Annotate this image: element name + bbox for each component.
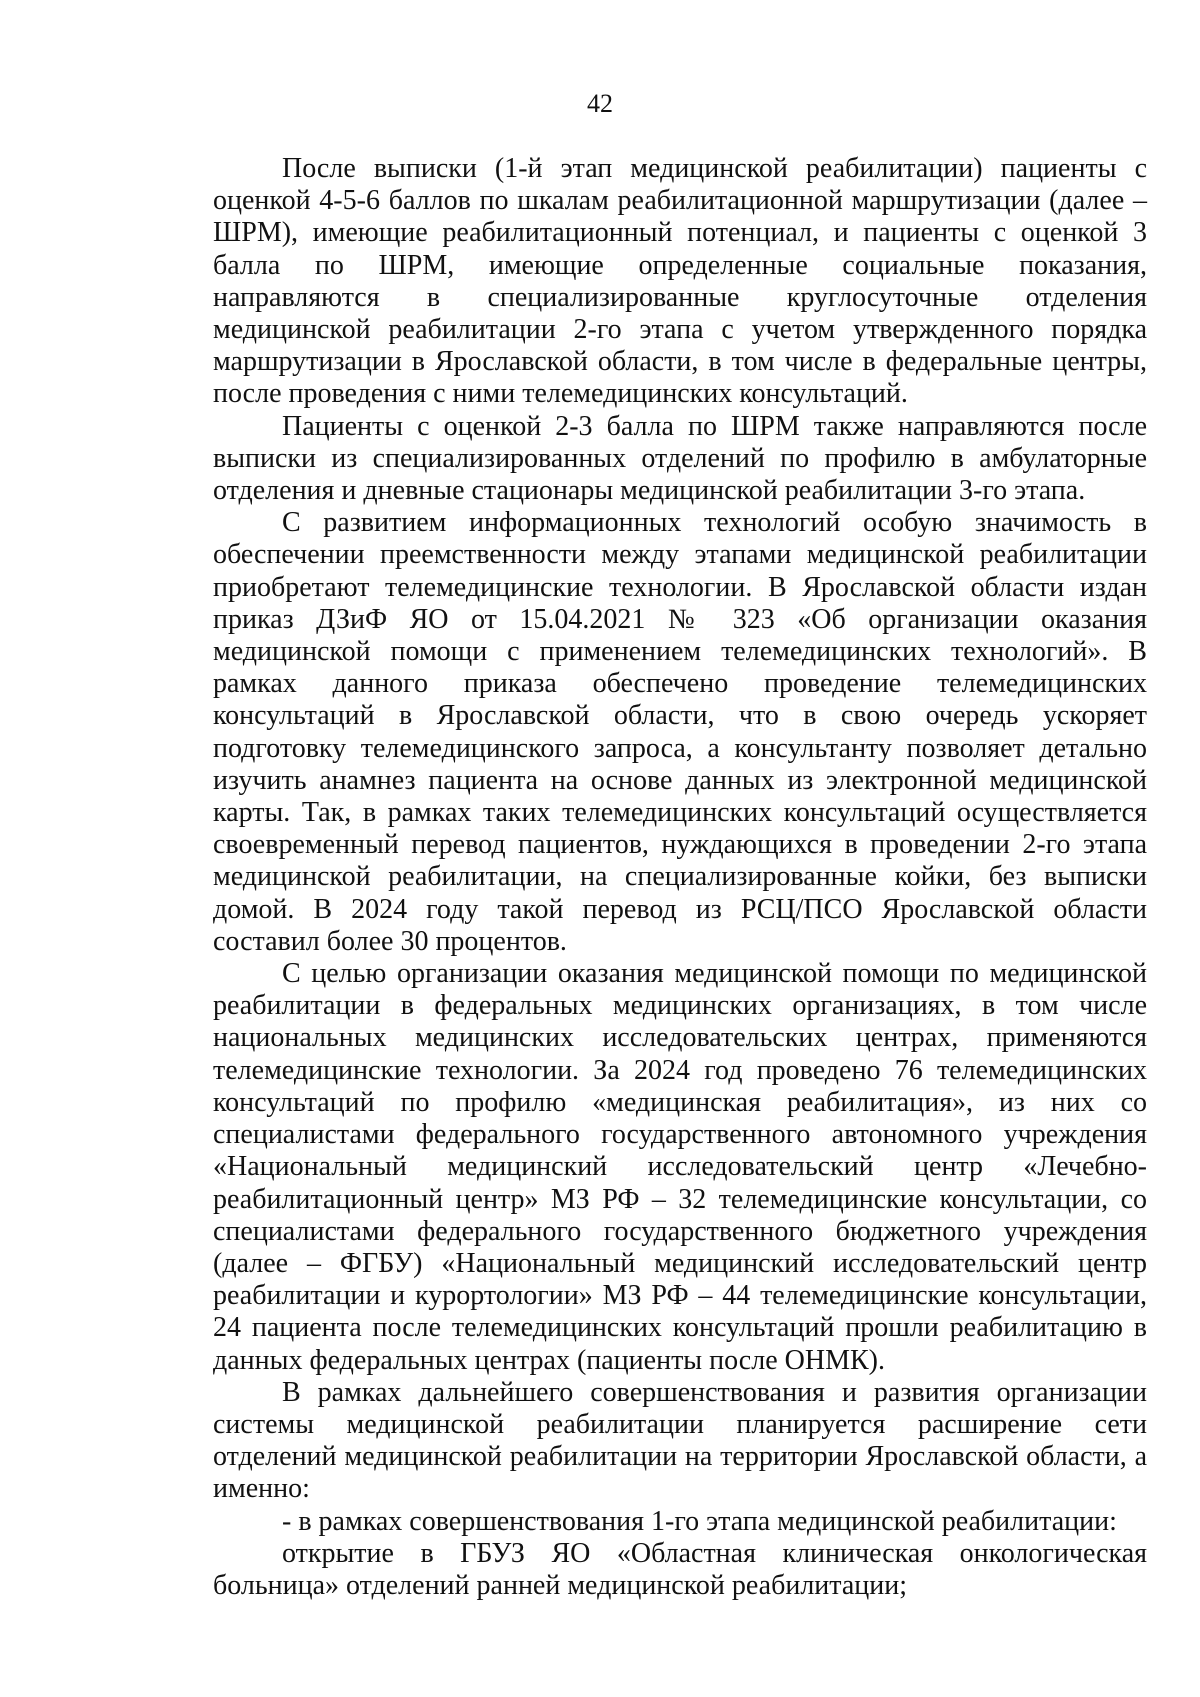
paragraph-federal-consultations: С целью организации оказания медицинской помощи по медицинской реабилитации в федеральных медицинских организациях, в том числе национальных медицинских исследовательских центрах, применяются телемедицинские технологии. За 2024 год проведено 76 телемедицинских консультаций по профилю «медицинская реабилитация», из них со специалистами федерального государственного автономного учреждения «Национальный медицинский исследовательский центр «Лечебно-реабилитационный центр» МЗ РФ – 32 телемедицинские консультации, со специалистами федерального государственного бюджетного учреждения (далее – ФГБУ) «Национальный медицинский исследовательский центр реабилитации и курортологии» МЗ РФ – 44 телемедицинские консультации, 24 пациента после телемедицинских консультаций прошли реабилитацию в данных федеральных центрах (пациенты после ОНМК). <box>213 958 1147 1376</box>
paragraph-oncology-opening: открытие в ГБУЗ ЯО «Областная клиническая онкологическая больница» отделений ранней медицинской реабилитации; <box>213 1537 1147 1601</box>
paragraph-discharge-routing: После выписки (1-й этап медицинской реабилитации) пациенты с оценкой 4-5-6 баллов по шкалам реабилитационной маршрутизации (далее – ШРМ), имеющие реабилитационный потенциал, и пациенты с оценкой 3 балла по ШРМ, имеющие определенные социальные показания, направляются в специализированные круглосуточные отделения медицинской реабилитации 2-го этапа с учетом утвержденного порядка маршрутизации в Ярославской области, в том числе в федеральные центры, после проведения с ними телемедицинских консультаций. <box>213 153 1147 410</box>
paragraph-telemedicine-technologies: С развитием информационных технологий особую значимость в обеспечении преемственности между этапами медицинской реабилитации приобретают телемедицинские технологии. В Ярославской области издан приказ ДЗиФ ЯО от 15.04.2021 № 323 «Об организации оказания медицинской помощи с применением телемедицинских технологий». В рамках данного приказа обеспечено проведение телемедицинских консультаций в Ярославской области, что в свою очередь ускоряет подготовку телемедицинского запроса, а консультанту позволяет детально изучить анамнез пациента на основе данных из электронной медицинской карты. Так, в рамках таких телемедицинских консультаций осуществляется своевременный перевод пациентов, нуждающихся в проведении 2-го этапа медицинской реабилитации, на специализированные койки, без выписки домой. В 2024 году такой перевод из РСЦ/ПСО Ярославской области составил более 30 процентов. <box>213 507 1147 957</box>
paragraph-outpatient-stage: Пациенты с оценкой 2-3 балла по ШРМ также направляются после выписки из специализированных отделений по профилю в амбулаторные отделения и дневные стационары медицинской реабилитации 3-го этапа. <box>213 410 1147 507</box>
page-number: 42 <box>587 89 613 118</box>
paragraph-stage-one-item: - в рамках совершенствования 1-го этапа медицинской реабилитации: <box>282 1505 1117 1537</box>
paragraph-network-expansion: В рамках дальнейшего совершенствования и развития организации системы медицинской реабилитации планируется расширение сети отделений медицинской реабилитации на территории Ярославской области, а именно: <box>213 1376 1147 1505</box>
document-body <box>213 153 1147 1602</box>
